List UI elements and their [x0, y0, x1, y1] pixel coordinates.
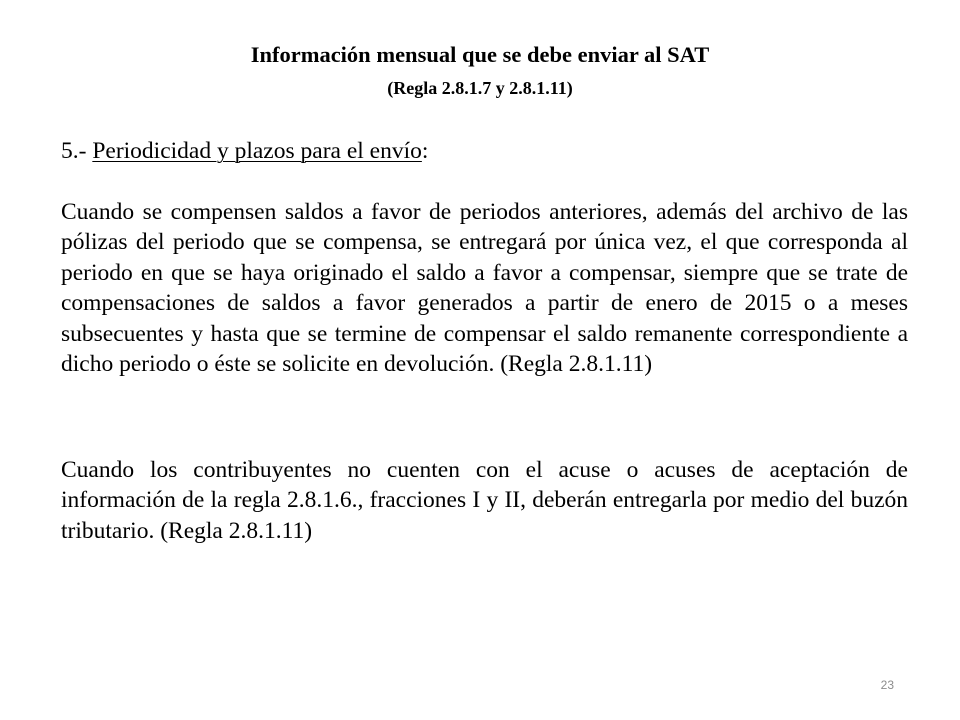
page-number: 23 [880, 678, 894, 692]
section-heading-suffix: : [421, 138, 429, 164]
paragraph-compensation: Cuando se compensen saldos a favor de periodos anteriores, además del archivo de las pólizas del periodo que se compensa, se entregará por única vez, el que corresponda al periodo en que se haya originado el saldo a favor a compensar, siempre que se trate de compensaciones de saldos a favor generados a partir de enero de 2015 o a meses subsecuentes y hasta que se termine de compensar el saldo remanente correspondiente a dicho periodo o éste se solicite en devolución. (Regla 2.8.1.11) [61, 199, 908, 378]
section-heading-text: Periodicidad y plazos para el envío [92, 138, 422, 164]
slide-subtitle: (Regla 2.8.1.7 y 2.8.1.11) [387, 78, 573, 98]
paragraph-acuse: Cuando los contribuyentes no cuenten con el acuse o acuses de aceptación de información de la regla 2.8.1.6., fracciones I y II, deberán entregarla por medio del buzón tributario. (Regla 2.8.1.11) [61, 457, 908, 544]
section-heading [61, 136, 428, 166]
slide-title: Información mensual que se debe enviar al SAT [250, 42, 710, 67]
section-number: 5.- [61, 138, 93, 164]
